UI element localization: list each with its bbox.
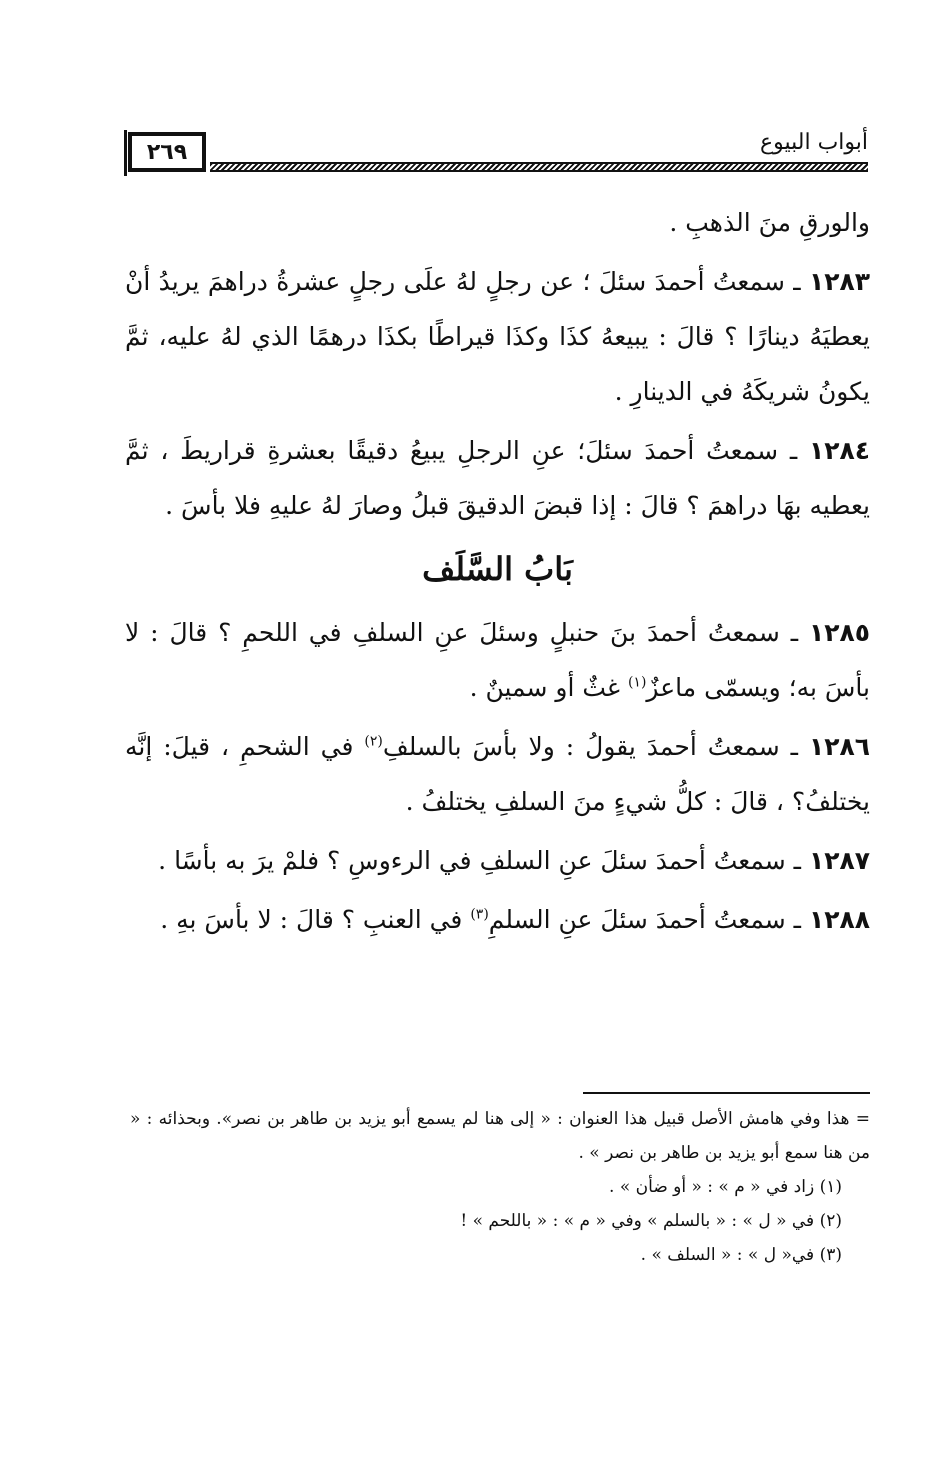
item-text: ـ سمعتُ أحمدَ بنَ حنبلٍ وسئلَ عنِ السلفِ في اللحمِ ؟ قالَ : لا بأسَ به؛ ويسمّى ماعزٌ xyxy=(125,618,870,702)
item-text: ـ سمعتُ أحمدَ يقولُ : ولا بأسَ بالسلفِ xyxy=(382,732,809,761)
main-text xyxy=(125,195,870,951)
item-text-cont: في الشحمِ ، قيلَ: إنَّه يختلفُ؟ ، قالَ : كلُّ شيءٍ منَ السلفِ يختلفُ . xyxy=(125,732,870,816)
item-1288 xyxy=(125,892,870,947)
continuation-line: والورقِ منَ الذهبِ . xyxy=(669,208,870,237)
item-text: ـ سمعتُ أحمدَ سئلَ عنِ السلمِ xyxy=(488,905,809,934)
chapter-heading: بَابُ السَّلَف xyxy=(422,550,573,588)
footnote-separator xyxy=(583,1092,870,1094)
item-number: ١٢٨٨ xyxy=(808,905,870,934)
running-title: أبواب البيوع xyxy=(759,130,868,155)
footnote-ref: (١) xyxy=(627,674,647,691)
header-rule xyxy=(210,162,868,172)
item-number: ١٢٨٦ xyxy=(808,732,870,761)
item-text: ـ سمعتُ أحمدَ سئلَ ؛ عن رجلٍ لهُ علَى رجلٍ عشرةُ دراهمَ يريدُ أنْ يعطيَهُ دينارًا ؟ قالَ : يبيعهُ كذَا وكذَا قيراطًا بكذَا درهمًا الذي لهُ عليه، ثمَّ يكونُ شريكَهُ في الدينارِ . xyxy=(125,267,870,406)
footnote-continuation: = هذا وفي هامش الأصل قبيل هذا العنوان : « إلى هنا لم يسمع أبو يزيد بن طاهر بن نصر». وبحذائه : « من هنا سمع أبو يزيد بن طاهر بن نصر » . xyxy=(130,1109,870,1163)
item-1284 xyxy=(125,423,870,533)
item-text-cont: غثٌ أو سمينٌ . xyxy=(469,673,628,702)
item-1283 xyxy=(125,254,870,419)
item-1287 xyxy=(125,833,870,888)
page-header xyxy=(128,132,868,176)
item-1285 xyxy=(125,605,870,715)
item-1286 xyxy=(125,719,870,829)
item-number: ١٢٨٣ xyxy=(808,267,870,296)
footnote-2: (٢) في « ل » : « بالسلم » وفي « م » : « باللحم » ! xyxy=(460,1211,842,1231)
item-text: ـ سمعتُ أحمدَ سئلَ؛ عنِ الرجلِ يبيعُ دقيقًا بعشرةِ قراريطَ ، ثمَّ يعطيه بهَا دراهمَ ؟ قالَ : إذا قبضَ الدقيقَ قبلُ وصارَ لهُ عليهِ فلا بأسَ . xyxy=(125,436,870,520)
item-text-cont: في العنبِ ؟ قالَ : لا بأسَ بهِ . xyxy=(160,905,471,934)
item-text: ـ سمعتُ أحمدَ سئلَ عنِ السلفِ في الرءوسِ ؟ فلمْ يرَ به بأسًا . xyxy=(158,846,809,875)
item-number: ١٢٨٤ xyxy=(808,436,870,465)
item-number: ١٢٨٧ xyxy=(808,846,870,875)
footnote-3: (٣) في« ل » : « السلف » . xyxy=(640,1245,842,1265)
footnote-1: (١) زاد في « م » : « أو ضأن » . xyxy=(609,1177,842,1197)
footnotes xyxy=(130,1102,870,1272)
page-number: ٢٦٩ xyxy=(128,132,206,172)
footnote-ref: (٢) xyxy=(364,733,383,750)
footnote-ref: (٣) xyxy=(470,906,489,923)
item-number: ١٢٨٥ xyxy=(808,618,870,647)
